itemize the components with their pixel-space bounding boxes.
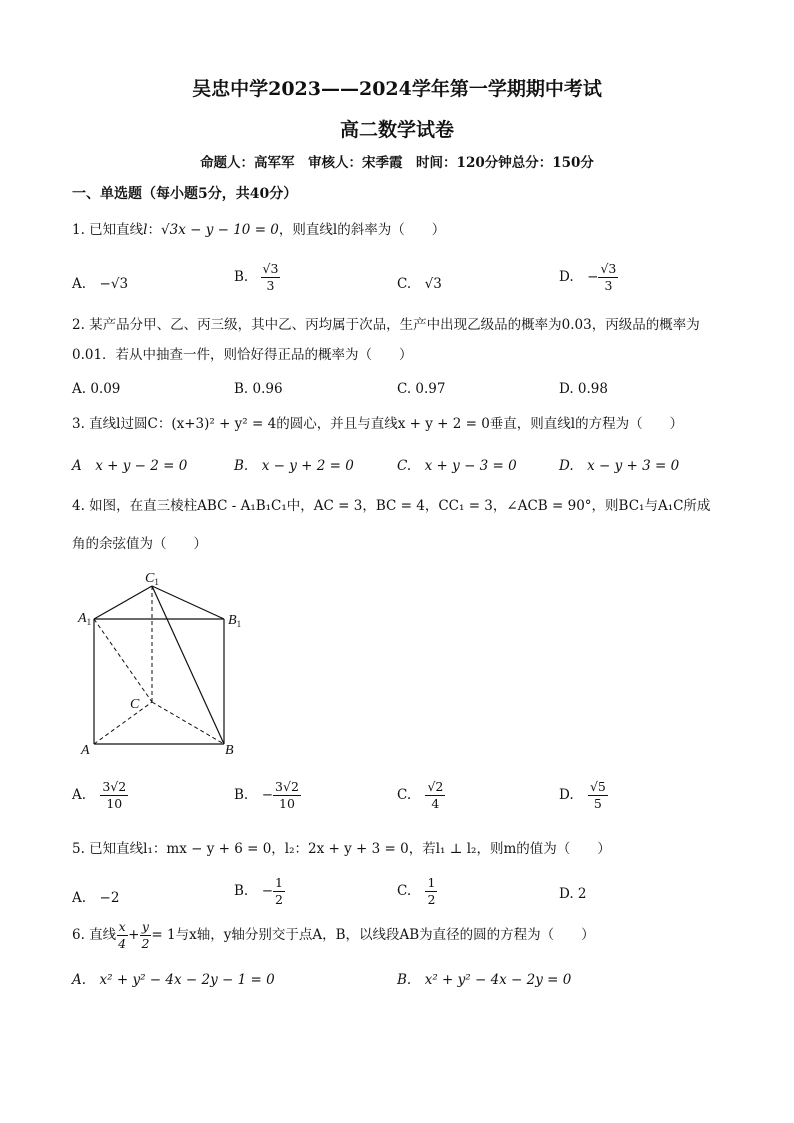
q3-option-d: D. x − y + 3 = 0 [559, 458, 680, 474]
q1-option-b-num: √3 [262, 261, 279, 276]
q1-option-b-den: 3 [266, 277, 275, 293]
q6-option-b: B. x² + y² − 4x − 2y = 0 [397, 972, 572, 988]
q6-plus: + [128, 926, 140, 943]
q3-option-b: B. x − y + 2 = 0 [234, 458, 354, 474]
q4-option-b-fraction [273, 780, 301, 811]
question-6 [72, 920, 595, 951]
q4-option-d [559, 780, 608, 811]
edge-c1-b1 [152, 586, 224, 619]
question-4-line1: 4. 如图，在直三棱柱ABC - A₁B₁C₁中，AC = 3，BC = 4，CC₁ = 3，∠ACB = 90°，则BC₁与A₁C所成 [72, 498, 711, 514]
q5-option-c-num: 1 [427, 875, 436, 890]
q6-fraction-y-num: y [141, 919, 149, 934]
exam-title: 吴忠中学2023——2024学年第一学期期中考试 [192, 78, 602, 100]
q5-option-d: D. 2 [559, 886, 587, 902]
q5-option-b-den: 2 [275, 891, 283, 907]
q4-option-c-den: 4 [431, 795, 440, 811]
label-a: A [81, 743, 90, 758]
q3-option-a: A x + y − 2 = 0 [72, 458, 188, 474]
q4-option-c-fraction [425, 780, 445, 811]
question-5: 5. 已知直线l₁：mx − y + 6 = 0，l₂：2x + y + 3 = 0，若l₁ ⊥ l₂，则m的值为（ ） [72, 841, 611, 857]
q6-fraction-x [116, 920, 128, 951]
q4-option-b [234, 780, 301, 811]
q1-equation: √3x − y − 10 = 0 [161, 222, 279, 238]
edge-a1-c1 [94, 586, 152, 619]
edge-c-b [152, 702, 224, 744]
question-3: 3. 直线l过圆C：(x+3)² + y² = 4的圆心，并且与直线x + y + 2 = 0垂直，则直线l的方程为（ ） [72, 416, 684, 432]
q1-option-d-label: D. − [559, 268, 599, 285]
q2-option-d: D. 0.98 [559, 381, 608, 397]
prism-figure [72, 566, 252, 761]
q5-option-c [397, 876, 437, 907]
q1-option-a: A. −√3 [72, 276, 129, 292]
q1-option-d-fraction [598, 262, 618, 293]
q2-option-b: B. 0.96 [234, 381, 283, 397]
q1-option-b-fraction [261, 262, 281, 293]
q5-option-b-label: B. − [234, 882, 274, 899]
q4-option-a-fraction [100, 780, 128, 811]
label-c: C [130, 697, 140, 712]
section-heading: 一、单选题（每小题5分，共40分） [72, 186, 298, 202]
q4-option-c [397, 780, 445, 811]
q6-fraction-x-num: x [118, 919, 126, 934]
q4-option-a-num: 3√2 [102, 779, 127, 794]
segment-b-c1 [152, 586, 224, 744]
q1-option-d-den: 3 [604, 277, 613, 293]
q5-option-b [234, 876, 285, 907]
q6-fraction-y [139, 920, 151, 951]
q5-option-b-fraction [273, 876, 285, 907]
q3-option-c: C. x + y − 3 = 0 [397, 458, 517, 474]
q4-option-a [72, 780, 128, 811]
q5-option-c-label: C. [397, 882, 412, 899]
q2-option-c: C. 0.97 [397, 381, 446, 397]
label-c1: $C_1$ [145, 571, 159, 587]
question-2-line2: 0.01．若从中抽查一件，则恰好得正品的概率为（ ） [72, 347, 413, 363]
q1-option-b [234, 262, 280, 293]
question-4-line2: 角的余弦值为（ ） [72, 536, 207, 552]
exam-subtitle: 高二数学试卷 [339, 119, 454, 141]
label-a1: $A_1$ [78, 611, 92, 627]
q2-option-a: A. 0.09 [72, 381, 121, 397]
q6-fraction-y-den: 2 [141, 935, 150, 951]
q1-option-c: C. √3 [397, 276, 442, 292]
question-1 [72, 224, 445, 238]
q4-option-d-fraction [588, 780, 608, 811]
exam-meta: 命题人：高军军 审核人：宋季霞 时间：120分钟总分：150分 [200, 155, 594, 171]
q1-colon: ： [147, 222, 161, 238]
label-b1: $B_1$ [228, 613, 242, 629]
q1-option-d-num: √3 [600, 261, 617, 276]
q4-option-d-num: √5 [589, 779, 606, 794]
segment-a1-c [94, 619, 152, 702]
q6-fraction-x-den: 4 [118, 935, 127, 951]
q1-suffix: ，则直线l的斜率为（ ） [278, 222, 446, 238]
q1-prefix: 1. 已知直线 [72, 222, 144, 238]
label-b: B [225, 743, 234, 758]
question-2-line1: 2. 某产品分甲、乙、丙三级，其中乙、丙均属于次品，生产中出现乙级品的概率为0.03，丙级品的概率为 [72, 317, 700, 333]
q5-option-a: A. −2 [72, 890, 120, 906]
q4-option-a-label: A. [72, 786, 87, 803]
q1-line-name: l [143, 222, 148, 238]
q6-suffix: = 1与x轴，y轴分别交于点A，B，以线段AB为直径的圆的方程为（ ） [151, 926, 595, 943]
q4-option-c-label: C. [397, 786, 412, 803]
q5-option-c-fraction [425, 876, 437, 907]
q1-option-d [559, 262, 618, 293]
q5-option-b-num: 1 [275, 875, 283, 890]
q4-option-b-den: 10 [279, 795, 295, 811]
q4-option-c-num: √2 [427, 779, 444, 794]
q4-option-b-label: B. − [234, 786, 274, 803]
edge-a-c [94, 702, 152, 744]
q4-option-a-den: 10 [106, 795, 123, 811]
q6-prefix: 6. 直线 [72, 926, 117, 943]
q4-option-b-num: 3√2 [275, 779, 299, 794]
q5-option-c-den: 2 [427, 891, 436, 907]
q4-option-d-label: D. [559, 786, 574, 803]
q4-option-d-den: 5 [593, 795, 602, 811]
q6-option-a: A. x² + y² − 4x − 2y − 1 = 0 [72, 972, 275, 988]
q1-option-b-label: B. [234, 268, 249, 285]
